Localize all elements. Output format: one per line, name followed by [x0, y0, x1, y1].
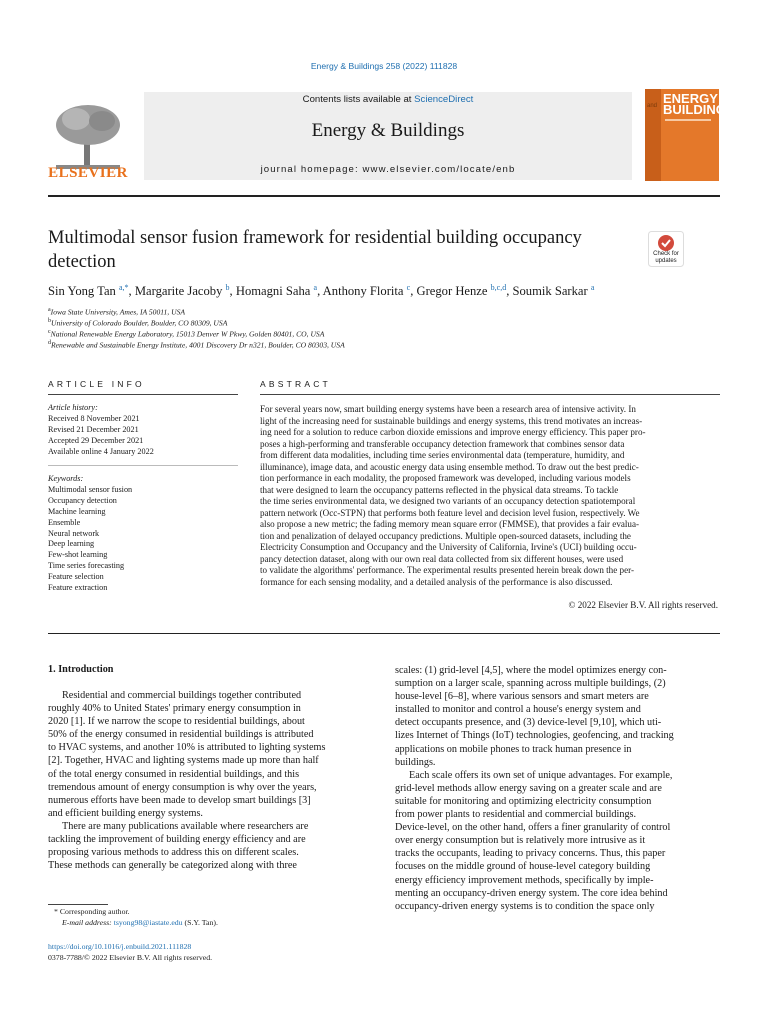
author: Soumik Sarkar — [512, 284, 588, 299]
footnote: * Corresponding author. E-mail address: tsyong98@iastate.edu (S.Y. Tan). — [54, 907, 218, 927]
keywords-rule — [48, 465, 238, 466]
journal-homepage[interactable]: journal homepage: www.elsevier.com/locate/enb — [260, 164, 516, 175]
affiliation: $^c$National Renewable Energy Laboratory, 15013 Denver W Pkwy, Golden 80401, CO, USA — [48, 329, 325, 339]
author: Sin Yong Tan — [48, 284, 116, 299]
affiliation: $^d$Renewable and Sustainable Energy Institute, 4001 Discovery Dr n321, Boulder, CO 80303, USA — [48, 340, 345, 350]
article-history: Article history: Received 8 November 2021 Revised 21 December 2021 Accepted 29 December 2021 Available online 4 January 2022 — [48, 403, 154, 456]
author-list: Sin Yong Tan $^{a,*}$, Margarite Jacoby $^b$, Homagni Saha $^a$, Anthony Florita $^c$, Gregor Henze $^{b,c,d}$, Soumik Sarkar $^a$ — [48, 283, 595, 299]
sciencedirect-link[interactable]: ScienceDirect — [414, 94, 474, 105]
article-info-heading: ARTICLE INFO — [48, 379, 145, 389]
article-title: Multimodal sensor fusion framework for residential building occupancy detection — [48, 228, 582, 272]
author: Gregor Henze — [416, 284, 488, 299]
affiliation: $^a$Iowa State University, Ames, IA 50011, USA — [48, 307, 186, 317]
author: Homagni Saha — [235, 284, 311, 299]
journal-citation[interactable]: Energy & Buildings 258 (2022) 111828 — [310, 61, 458, 71]
abstract-text: For several years now, smart building energy systems have been a research area of intensive activity. In light of the increasing need for sustainable buildings and energy systems, this trend motivates an increas- ing need for a solution to reduce carbon dioxide emissions and improve energy efficiency. This paper pro- poses a high-performing and transferable occupancy detection framework that combines sensor data from different data modalities, including time series environmental data (temperature, humidity, and illuminance), image data, and acoustic energy data using ensemble method. To draw out the best predic- tion performance in each modality, the proposed framework was developed, including various models that were designed to learn the occupancy patterns reflected in the physical data streams. To tackle the time series environmental data, we designed two variants of an occupancy detection spatiotemporal pattern network (Occ-STPN) that performs both feature level and decision level fusion, respectively. We also propose a new metric; the fading memory mean square error (FMMSE), that provides a fair evalua- tion and penalization of delayed occupancy predictions. Multiple open-sourced datasets, including the Electricity Consumption and Occupancy and the University of California, Irvine's (UCI) building occu- pancy detection dataset, along with our own real data collected from six different houses, were used to validate the algorithms' performance. The experimental results presented herein break down the per- formance for each sensing modality, and a detailed analysis of the performance is also discussed. — [260, 404, 646, 587]
elsevier-wordmark: ELSEVIER — [48, 165, 128, 181]
body-rule — [48, 633, 720, 634]
header-rule — [48, 195, 720, 197]
contents-line: Contents lists available at ScienceDirect — [302, 94, 474, 105]
abstract-copyright: © 2022 Elsevier B.V. All rights reserved. — [568, 600, 718, 610]
section-heading: 1. Introduction — [48, 664, 114, 675]
article-info-rule — [48, 394, 238, 395]
check-for-updates-label: Check for updates — [653, 251, 679, 264]
body-paragraph: Residential and commercial buildings together contributed roughly 40% to United States' primary energy consumption in 2020 [1]. If we narrow the scope to residential buildings, about 50% of the energy consumed in residential buildings is attributed to HVAC systems, and another 10% is attributed to lighting systems [2]. Together, HVAC and lighting systems made up more than half of the total energy consumed in residential buildings, and this tremendous amount of energy consumption is why over the years, numerous efforts have been made to develop smart buildings [3] and efficient building energy systems. There are many publications available where researchers are tackling the improvement of building energy efficiency and are proposing various methods to address this on different scales. These methods can generally be categorized along with three — [48, 690, 326, 872]
doi-link[interactable]: https://doi.org/10.1016/j.enbuild.2021.111828 — [48, 942, 192, 951]
author: Margarite Jacoby — [134, 284, 223, 299]
footnote-rule — [48, 904, 108, 905]
author: Anthony Florita — [322, 284, 404, 299]
abstract-rule — [260, 394, 720, 395]
abstract-heading: ABSTRACT — [260, 379, 331, 389]
issn-line: 0378-7788/© 2022 Elsevier B.V. All rights reserved. — [48, 953, 213, 962]
keywords: Keywords: Multimodal sensor fusion Occupancy detection Machine learning Ensemble Neural network Deep learning Few-shot learning Time series forecasting Feature selection Feature extraction — [48, 474, 133, 593]
journal-cover-image: ENERGY BUILDINGS and — [645, 89, 719, 181]
body-paragraph: scales: (1) grid-level [4,5], where the model optimizes energy con- sumption on a larger scale, spanning across multiple buildings, (2) house-level [6–8], where various sensors and smart meters are installed to monitor and control a house's energy system and detect occupants presence, and (3) device-level [9,10], which uti- lizes Internet of Things (IoT) technologies, geofencing, and tracking applications on mobile phones to track human presence in buildings. Each scale offers its own set of unique advantages. For example, grid-level methods allow energy saving on a greater scale and are suitable for monitoring and optimizing electricity consumption from power plants to residential and commercial buildings. Device-level, on the other hand, offers a finer granularity of control over energy consumption but is relatively more intrusive as it tracks the occupants, leading to privacy concerns. Thus, this paper focuses on the middle ground of house-level category building energy efficiency improvement methods, specifically by imple- menting an occupancy-driven energy system. The core idea behind occupancy-driven energy systems is to condition the space only — [395, 665, 674, 912]
email-link[interactable]: tsyong98@iastate.edu — [113, 917, 183, 927]
affiliation: $^b$University of Colorado Boulder, Boulder, CO 80309, USA — [48, 318, 228, 328]
journal-name: Energy & Buildings — [311, 120, 465, 141]
